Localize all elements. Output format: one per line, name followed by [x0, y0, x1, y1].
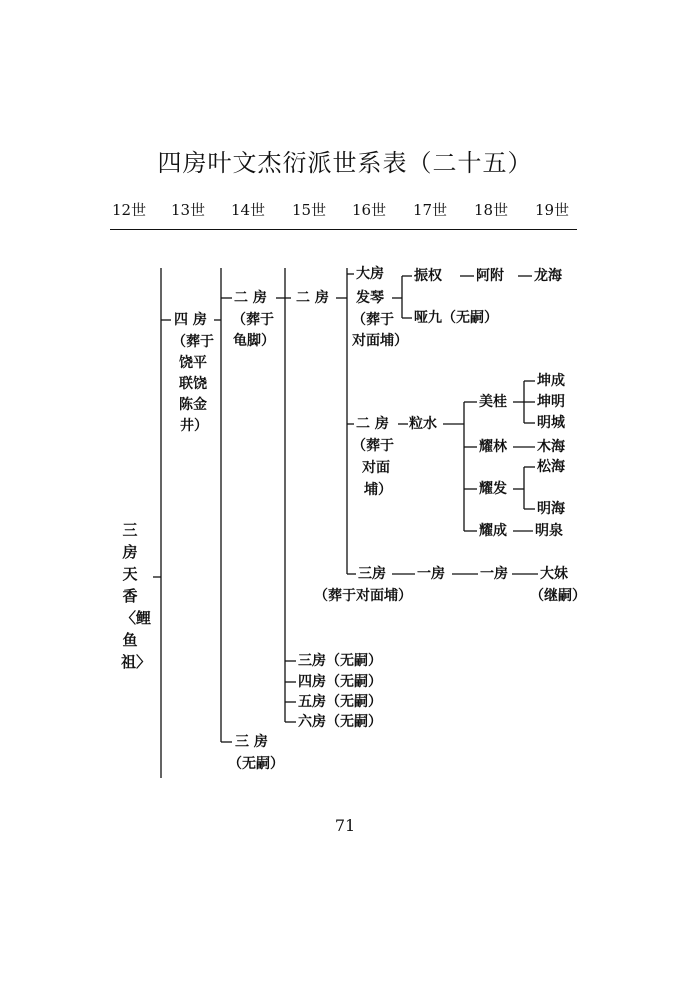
node-gen15-sanfang: 三房（无嗣） — [298, 653, 382, 669]
node-note: 对面埔） — [352, 333, 408, 349]
node-gen19-longhai: 龙海 — [534, 268, 562, 284]
page-title: 四房叶文杰衍派世系表（二十五） — [157, 149, 533, 177]
node-gen15-wufang: 五房（无嗣） — [298, 694, 382, 710]
node-note: （葬于 — [352, 312, 394, 328]
node-label: 大房 — [356, 266, 384, 282]
node-note: （葬于 — [232, 312, 274, 328]
node-gen17-lishui: 粒水 — [409, 416, 437, 432]
founder-name: 三房天香〈鲤鱼祖〉 — [121, 521, 152, 671]
node-note: （无嗣） — [228, 756, 284, 772]
node-gen19-songhai: 松海 — [537, 459, 565, 475]
node-gen17-yifang: 一房 — [417, 566, 445, 582]
generation-label: 16世 — [352, 201, 387, 219]
node-gen19-mingcheng: 明城 — [537, 415, 565, 431]
generation-label: 18世 — [474, 201, 509, 219]
page-number: 71 — [334, 816, 356, 835]
node-gen19-minghai: 明海 — [537, 501, 565, 517]
node-note: （葬于对面埔） — [314, 588, 412, 604]
node-gen18-yaofa: 耀发 — [479, 481, 507, 497]
node-label: 四 房 — [174, 312, 207, 328]
node-gen19-kuncheng: 坤成 — [537, 373, 565, 389]
generation-label: 14世 — [231, 201, 266, 219]
node-note: 龟脚） — [233, 333, 275, 349]
node-note: 饶平 — [179, 355, 207, 371]
node-gen18-afu: 阿附 — [476, 268, 504, 284]
node-note: 陈金 — [179, 397, 207, 413]
node-gen17-zhenquan: 振权 — [414, 268, 442, 284]
node-gen18-yaolin: 耀林 — [479, 439, 507, 455]
node-label: 大妹 — [540, 566, 568, 582]
node-gen19-mingquan: 明泉 — [535, 523, 563, 539]
generation-label: 13世 — [171, 201, 206, 219]
node-gen18-yifang: 一房 — [480, 566, 508, 582]
generation-label: 15世 — [292, 201, 327, 219]
node-label: 三 房 — [235, 734, 268, 750]
node-label: 二 房 — [234, 290, 267, 306]
node-note: （葬于 — [172, 334, 214, 350]
node-note: 井） — [180, 418, 208, 434]
node-gen15-sifang: 四房（无嗣） — [298, 674, 382, 690]
node-gen15-liufang: 六房（无嗣） — [298, 714, 382, 730]
node-note: （葬于 — [352, 438, 394, 454]
node-gen17-yajiu: 哑九（无嗣） — [414, 310, 498, 326]
node-note: （继嗣） — [530, 588, 586, 604]
node-gen19-kunming: 坤明 — [537, 394, 565, 410]
node-label: 二 房 — [356, 416, 389, 432]
node-gen18-yaocheng: 耀成 — [479, 523, 507, 539]
node-note: 埔） — [364, 482, 392, 498]
generation-label: 17世 — [413, 201, 448, 219]
node-note: 对面 — [362, 460, 390, 476]
node-gen18-meigui: 美桂 — [479, 394, 507, 410]
node-label: 三房 — [358, 566, 386, 582]
node-gen19-muhai: 木海 — [537, 439, 565, 455]
node-gen15-erfang: 二 房 — [296, 290, 329, 306]
node-note: 联饶 — [179, 376, 207, 392]
generation-label: 12世 — [112, 201, 147, 219]
node-name: 发琴 — [356, 290, 384, 306]
generation-label: 19世 — [535, 201, 570, 219]
